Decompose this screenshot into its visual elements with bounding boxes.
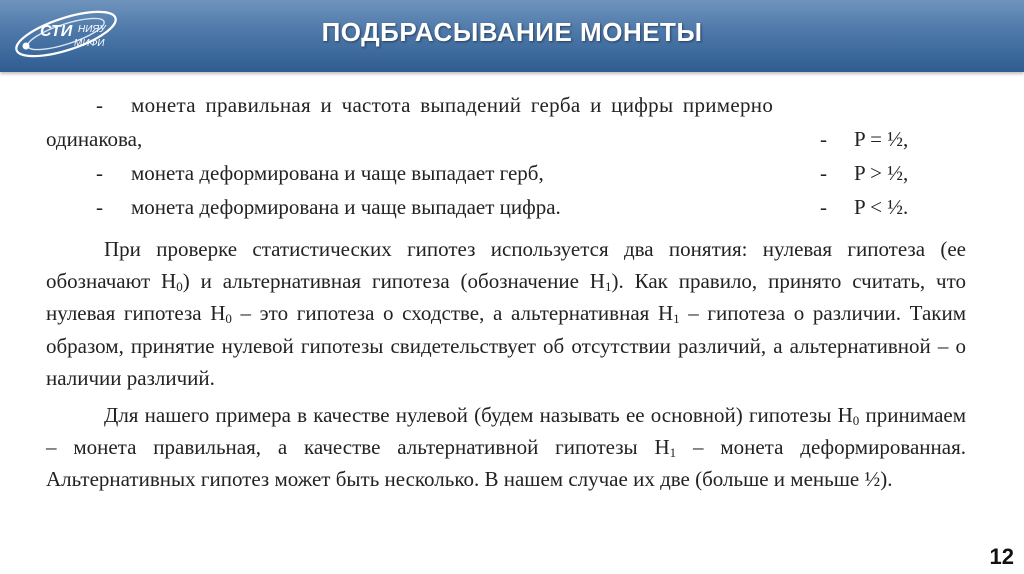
option-text: монета правильная и частота выпадений герба и цифры примерно [131,93,774,117]
list-item [46,190,966,224]
paragraph-hypotheses [46,233,966,394]
hypothesis-options [46,88,966,224]
logo-sub2-text: МИФИ [74,38,105,49]
probability-value: P = ½, [854,127,909,151]
option-text: монета деформирована и чаще выпадает герб, [131,161,544,185]
list-item [46,122,966,156]
list-dash: - [820,195,827,219]
paragraph-text: ). Как правило, принято считать, что нулевая гипотеза H [46,269,967,326]
subscript: 0 [852,413,860,429]
list-dash: - [96,93,103,117]
subscript: 1 [604,279,612,295]
list-dash: - [96,161,103,185]
title-bar [0,0,1024,72]
page-number: 12 [989,544,1014,569]
option-text-continued: одинакова, [46,127,143,151]
list-item [46,156,966,190]
paragraph-text: – это гипотеза о сходстве, а альтернативная H [231,301,674,326]
slide-body [46,88,966,496]
paragraph-text: ) и альтернативная гипотеза (обозначение H [182,269,605,294]
subscript: 0 [176,279,183,295]
probability-value: P < ½. [854,195,909,219]
subscript: 0 [225,311,232,327]
list-dash: - [820,127,827,151]
paragraph-text: Для нашего примера в качестве нулевой (будем называть ее основной) гипотезы H [104,403,853,428]
logo-main-text: СТИ [40,23,73,40]
probability-value: P > ½, [854,161,909,185]
list-dash: - [820,161,827,185]
option-text: монета деформирована и чаще выпадает цифра. [131,195,561,219]
subscript: 1 [673,311,680,327]
paragraph-text: При проверке статистических гипотез используется два понятия: нулевая гипотеза (ее обозначают H [46,237,966,294]
subscript: 1 [669,445,677,461]
paragraph-text: принимаем – монета правильная, а качестве альтернативной гипотезы H [46,403,967,460]
logo-sub1-text: НИЯУ [78,24,106,35]
list-dash: - [96,195,103,219]
page-title: ПОДБРАСЫВАНИЕ МОНЕТЫ [321,17,703,47]
paragraph-text: – гипотеза о различии. Таким образом, принятие нулевой гипотезы свидетельствует об отсутствии различий, а альтернативной – о наличии различий. [46,301,966,390]
paragraph-text: – монета деформированная. Альтернативных гипотез может быть несколько. В нашем случае их две (больше и меньше ½). [46,435,966,492]
list-item [46,88,966,122]
paragraph-example [46,399,966,496]
